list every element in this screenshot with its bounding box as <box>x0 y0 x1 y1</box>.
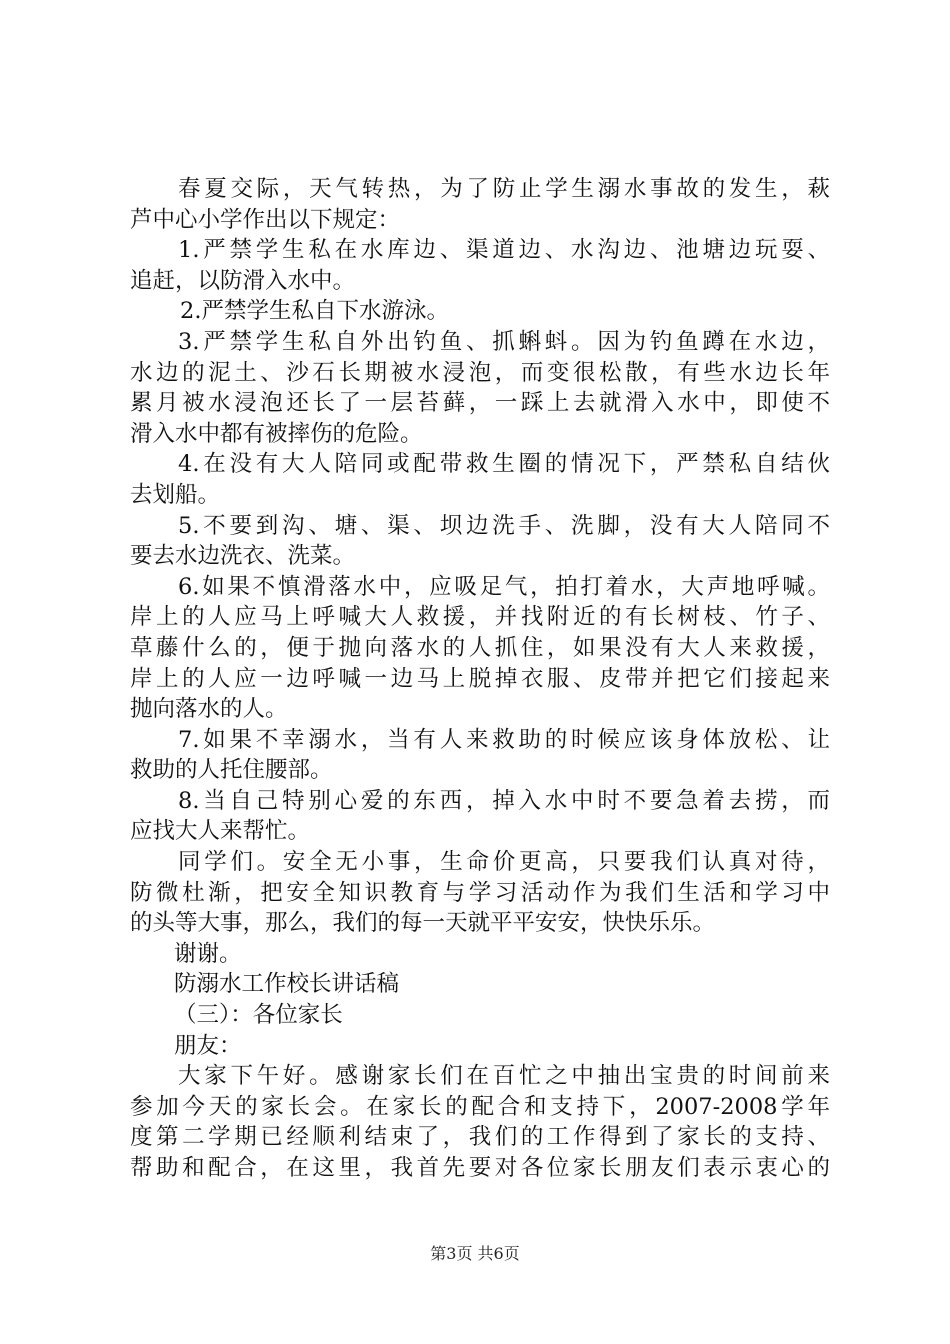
text-line: 岸上的人应一边呼喊一边马上脱掉衣服、皮带并把它们接起来 <box>130 665 830 692</box>
text-line: 7.如果不幸溺水，当有人来救助的时候应该身体放松、让 <box>178 726 830 753</box>
text-line: 抛向落水的人。 <box>130 696 288 723</box>
text-line: 同学们。安全无小事，生命价更高，只要我们认真对待， <box>178 849 830 876</box>
text-line: 的头等大事，那么，我们的每一天就平平安安，快快乐乐。 <box>130 910 716 937</box>
text-line: 朋友： <box>174 1032 242 1059</box>
text-line: 救助的人托住腰部。 <box>130 757 333 784</box>
text-line: 岸上的人应马上呼喊大人救援，并找附近的有长树枝、竹子、 <box>130 604 830 631</box>
text-line: （三）：各位家长 <box>174 1002 343 1029</box>
page-number-footer: 第3页 共6页 <box>430 1244 520 1263</box>
text-line: 帮助和配合，在这里，我首先要对各位家长朋友们表示衷心的 <box>130 1155 830 1181</box>
text-line: 去划船。 <box>130 481 221 508</box>
text-line: 草藤什么的，便于抛向落水的人抓住，如果没有大人来救援， <box>130 634 830 661</box>
text-line: 防微杜渐，把安全知识教育与学习活动作为我们生活和学习中 <box>130 879 830 906</box>
text-line: 1.严禁学生私在水库边、渠道边、水沟边、池塘边玩耍、 <box>178 237 830 264</box>
text-line: 春夏交际，天气转热，为了防止学生溺水事故的发生，萩 <box>178 176 830 202</box>
text-line: 追赶，以防滑入水中。 <box>130 267 356 294</box>
text-line: 参加今天的家长会。在家长的配合和支持下，2007-2008学年 <box>130 1093 830 1120</box>
text-line: 2.严禁学生私自下水游泳。 <box>180 298 449 325</box>
document-body <box>130 174 830 1184</box>
text-line: 累月被水浸泡还长了一层苔藓，一踩上去就滑入水中，即使不 <box>130 390 830 417</box>
text-line: 应找大人来帮忙。 <box>130 818 311 845</box>
text-line: 4.在没有大人陪同或配带救生圈的情况下，严禁私自结伙 <box>178 451 830 478</box>
text-line: 6.如果不慎滑落水中，应吸足气，拍打着水，大声地呼喊。 <box>178 573 830 600</box>
text-line: 水边的泥土、沙石长期被水浸泡，而变很松散，有些水边长年 <box>130 359 830 386</box>
text-line: 芦中心小学作出以下规定： <box>130 206 401 233</box>
text-line: 谢谢。 <box>174 940 242 967</box>
text-line: 8.当自己特别心爱的东西，掉入水中时不要急着去捞，而 <box>178 787 830 814</box>
text-line: 要去水边洗衣、洗菜。 <box>130 543 356 570</box>
text-line: 滑入水中都有被摔伤的危险。 <box>130 420 423 447</box>
text-line: 大家下午好。感谢家长们在百忙之中抽出宝贵的时间前来 <box>178 1063 830 1090</box>
text-line: 3.严禁学生私自外出钓鱼、抓蝌蚪。因为钓鱼蹲在水边， <box>178 328 830 355</box>
text-line: 5.不要到沟、塘、渠、坝边洗手、洗脚，没有大人陪同不 <box>178 512 830 539</box>
heading-line: 防溺水工作校长讲话稿 <box>174 971 400 998</box>
text-line: 度第二学期已经顺利结束了，我们的工作得到了家长的支持、 <box>130 1124 830 1151</box>
